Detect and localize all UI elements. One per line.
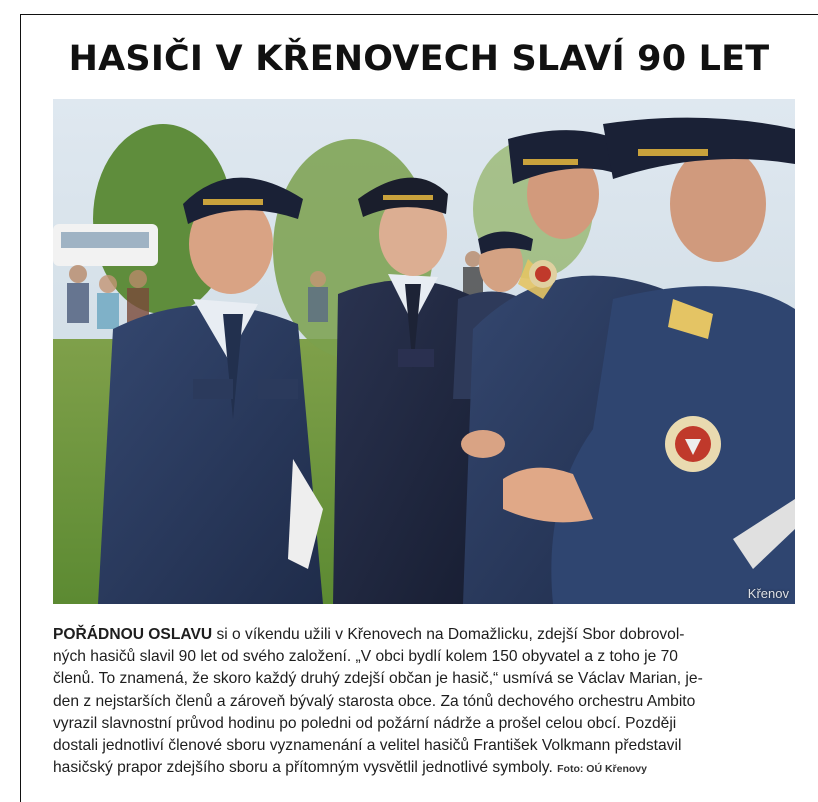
article-line-4: den z nejstarších členů a zároveň bývalý starosta obce. Za tónů dechového orchestru Ambito (53, 692, 696, 710)
headline: HASIČI V KŘENOVECH SLAVÍ 90 LET (68, 39, 770, 79)
frame-left-rule (20, 14, 21, 802)
article-line-6: dostali jednotliví členové sboru vyznamenání a velitel hasičů František Volkmann představil (53, 737, 682, 755)
article-line-1: si o víkendu užili v Křenovech na Domažlicku, zdejší Sbor dobrovol- (212, 626, 685, 643)
article-line-3: členů. To znamená, že skoro každý druhý zdejší občan je hasič,“ usmívá se Václav Marian, je- (53, 670, 703, 688)
article-photo (53, 99, 795, 604)
article-lead: POŘÁDNOU OSLAVU (53, 626, 213, 643)
photo-illustration (53, 99, 795, 604)
article-line-5: vyrazil slavnostní průvod hodinu po poledni od požární nádrže a prošel celou obcí. Později (53, 714, 677, 732)
article-line-2: ných hasičů slavil 90 let od svého založení. „V obci bydlí kolem 150 obyvatel a z toho je 70 (53, 648, 678, 666)
photo-watermark: Křenov (747, 586, 789, 601)
photo-credit: Foto: OÚ Křenovy (557, 763, 647, 776)
article-body (53, 624, 795, 780)
article-line-7: hasičský prapor zdejšího sboru a přítomným vysvětlil jednotlivé symboly. (53, 759, 553, 777)
frame-top-rule (20, 14, 818, 15)
